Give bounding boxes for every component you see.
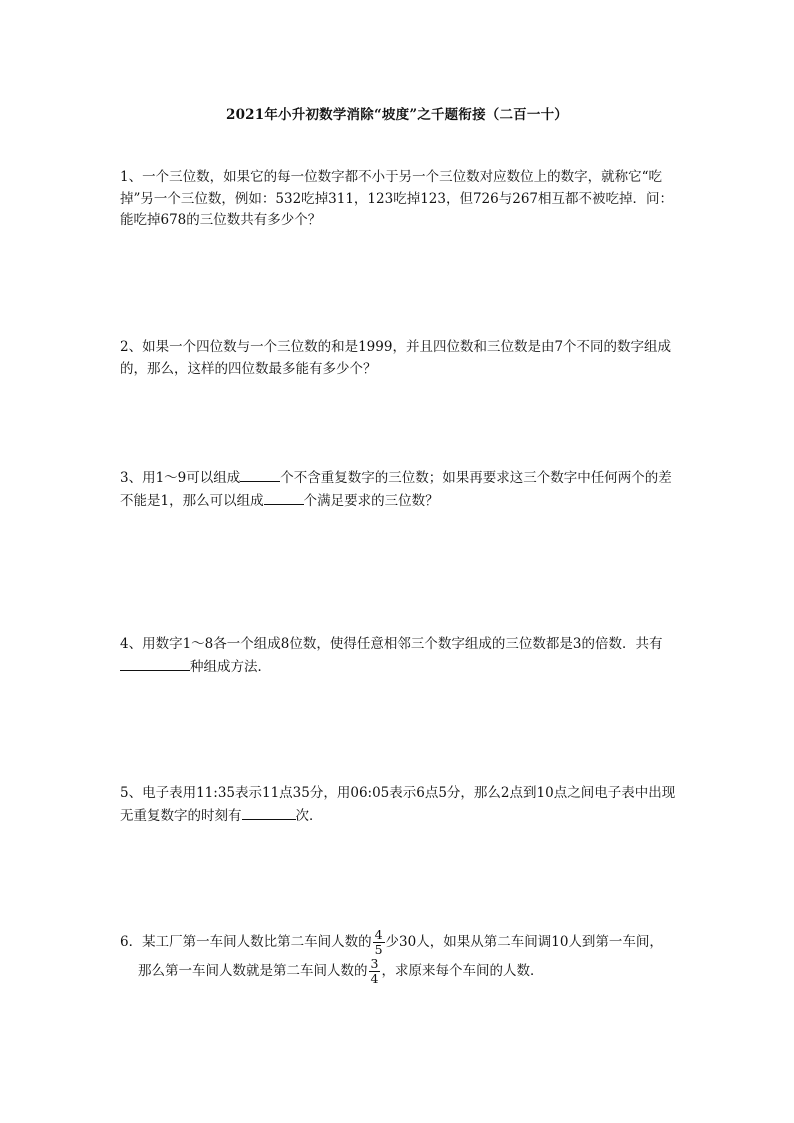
problem-5 xyxy=(120,783,680,827)
answer-blank[interactable] xyxy=(242,805,296,820)
problem-2-text: 2、如果一个四位数与一个三位数的和是1999，并且四位数和三位数是由7个不同的数字组成的，那么，这样的四位数最多能有多少个？ xyxy=(120,339,672,377)
problem-6 xyxy=(120,928,680,986)
problem-6-text-part3: 那么第一车间人数就是第二车间人数的 xyxy=(138,963,368,979)
problem-4-text-part1: 4、用数字1～8各一个组成8位数，使得任意相邻三个数字组成的三位数都是3的倍数．共有 xyxy=(120,636,663,652)
page-title: 2021年小升初数学消除“坡度”之千题衔接（二百一十） xyxy=(225,107,568,123)
problem-4-text-part2: 种组成方法． xyxy=(190,658,271,675)
problem-3-text-part1: 3、用1～9可以组成 xyxy=(120,470,241,486)
problem-2 xyxy=(120,337,680,380)
fraction-four-fifths xyxy=(373,928,385,957)
fraction-numerator: 4 xyxy=(374,927,383,942)
answer-blank-1[interactable] xyxy=(240,467,280,482)
problem-4 xyxy=(120,634,680,678)
answer-blank[interactable] xyxy=(120,656,190,671)
fraction-denominator: 4 xyxy=(370,971,379,986)
problem-6-text-part1: 6．某工厂第一车间人数比第二车间人数的 xyxy=(120,934,372,950)
problem-1 xyxy=(120,167,680,232)
problem-6-line-1 xyxy=(120,928,680,957)
problem-3-text-part3: 个满足要求的三位数？ xyxy=(303,492,439,509)
fraction-numerator: 3 xyxy=(370,956,379,971)
problem-1-text: 1、一个三位数，如果它的每一位数字都不小于另一个三位数对应数位上的数字，就称它“吃掉”另一个三位数，例如：532吃掉311，123吃掉123，但726与267相互都不被吃掉．问：能吃掉678的三位数共有多少个？ xyxy=(120,169,674,228)
answer-blank-2[interactable] xyxy=(264,490,304,505)
problem-6-line-2 xyxy=(120,957,680,986)
fraction-denominator: 5 xyxy=(374,942,383,957)
problem-5-text-part1: 5、电子表用11:35表示11点35分，用06:05表示6点5分，那么2点到10点之间电子表中出现无重复数字的时刻有 xyxy=(120,785,676,824)
problem-5-text-part2: 次． xyxy=(295,807,323,824)
fraction-three-fourths xyxy=(369,957,381,986)
problem-6-text-part4: ，求原来每个车间的人数． xyxy=(381,963,544,979)
problem-3-text-part2: 个不含重复数字的三位数；如果再要求这三个数字中任何两个的差不能是1，那么可以组成 xyxy=(120,470,672,509)
problem-3 xyxy=(120,467,680,512)
problem-6-text-part2: 少30人，如果从第二车间调10人到第一车间， xyxy=(385,934,663,950)
